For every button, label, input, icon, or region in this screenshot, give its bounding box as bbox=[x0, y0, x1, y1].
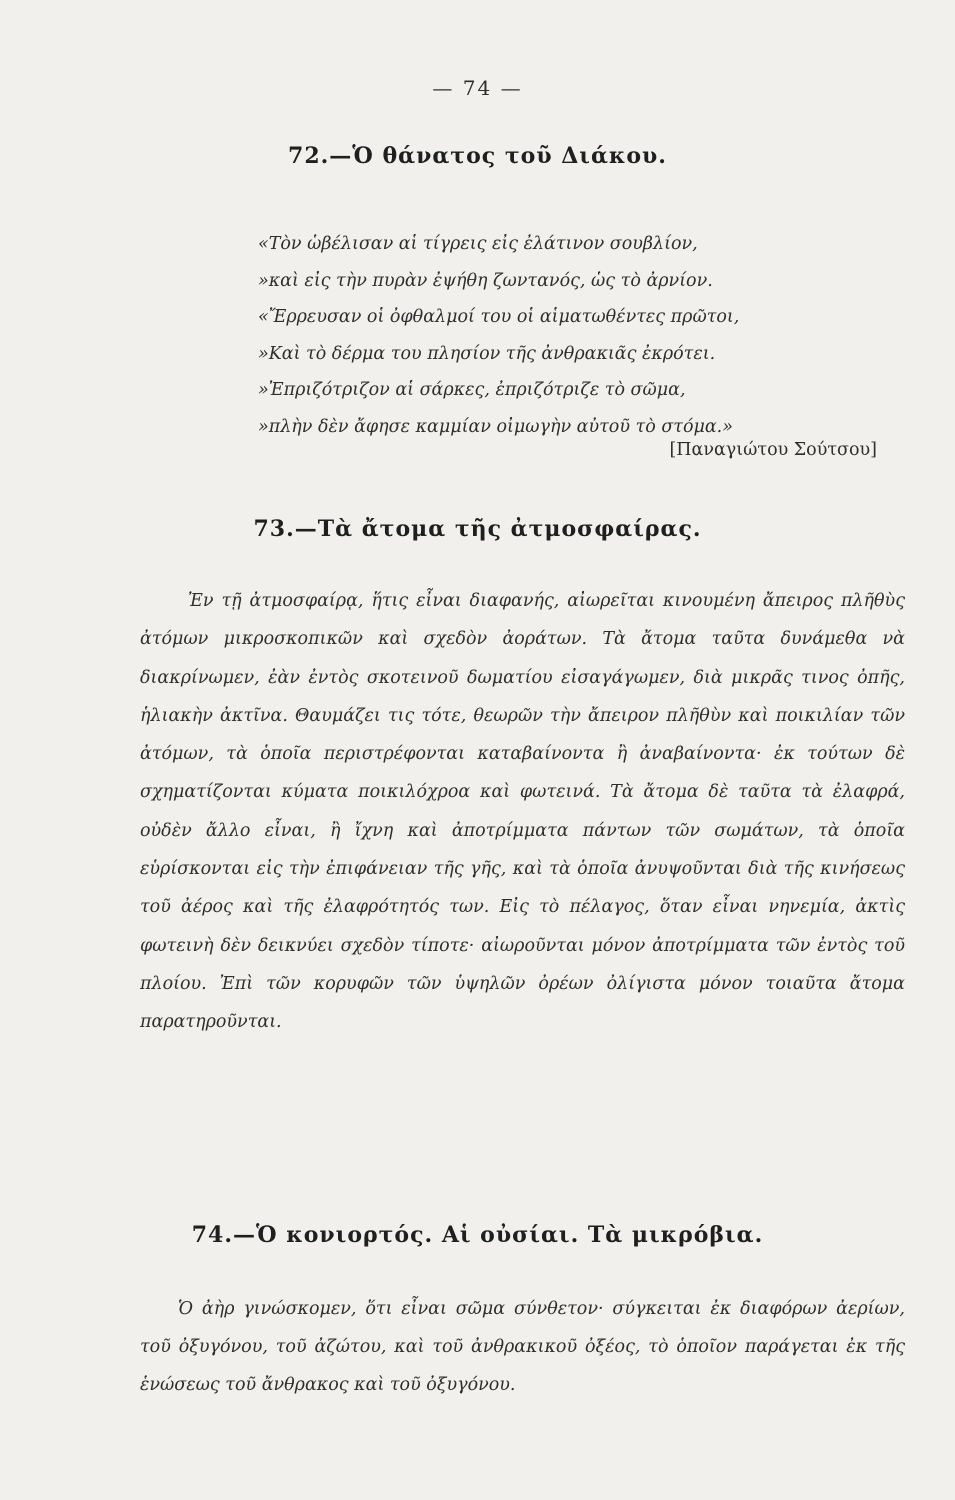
section-heading-74: 74.—Ὁ κονιορτός. Αἱ οὐσίαι. Τὰ μικρόβια. bbox=[191, 1222, 764, 1248]
poem-line: «Τὸν ὡβέλισαν αἱ τίγρεις εἰς ἐλάτινον σουβλίον, bbox=[258, 234, 698, 254]
poem-line: »καὶ εἰς τὴν πυρὰν ἐψήθη ζωντανός, ὡς τὸ ἀρνίον. bbox=[258, 270, 713, 291]
poem-line: »πλὴν δὲν ἄφησε καμμίαν οἰμωγὴν αὐτοῦ τὸ στόμα.» bbox=[258, 416, 733, 437]
section-heading-73: 73.—Τὰ ἄτομα τῆς ἀτμοσφαίρας. bbox=[253, 516, 702, 542]
paragraph-dust: Ὁ ἀὴρ γινώσκομεν, ὅτι εἶναι σῶμα σύνθετον· σύγκειται ἐκ διαφόρων ἀερίων, τοῦ ὀξυγόνου, τοῦ ἀζώτου, καὶ τοῦ ἀνθρακικοῦ ὀξέος, τὸ ὁποῖον παράγεται ἐκ τῆς ἑνώσεως τοῦ ἄνθρακος καὶ τοῦ ὀξυγόνου. bbox=[140, 1299, 905, 1395]
poem-attribution: [Παναγιώτου Σούτσου] bbox=[669, 440, 877, 460]
page-number: — 74 — bbox=[432, 76, 523, 100]
poem-line: «Ἔρρευσαν οἱ ὀφθαλμοί του οἱ αἱματωθέντες πρῶτοι, bbox=[258, 307, 740, 327]
section-heading-72: 72.—Ὁ θάνατος τοῦ Διάκου. bbox=[288, 143, 667, 169]
paragraph-atmosphere: Ἐν τῇ ἀτμοσφαίρᾳ, ἥτις εἶναι διαφανής, αἰωρεῖται κινουμένη ἄπειρος πλῆθὺς ἀτόμων μικροσκοπικῶν καὶ σχεδὸν ἀοράτων. Τὰ ἄτομα ταῦτα δυνάμεθα νὰ διακρίνωμεν, ἐὰν ἐντὸς σκοτεινοῦ δωματίου εἰσαγάγωμεν, διὰ μικρᾶς τινος ὀπῆς, ἡλιακὴν ἀκτῖνα. Θαυμάζει τις τότε, θεωρῶν τὴν ἄπειρον πλῆθὺν καὶ ποικιλίαν τῶν ἀτόμων, τὰ ὁποῖα περιστρέφονται καταβαίνοντα ἢ ἀναβαίνοντα· ἐκ τούτων δὲ σχηματίζονται κύματα ποικιλόχροα καὶ φωτεινά. Τὰ ἄτομα δὲ ταῦτα τὰ ἐλαφρά, οὐδὲν ἄλλο εἶναι, ἢ ἴχνη καὶ ἀποτρίμματα πάντων τῶν σωμάτων, τὰ ὁποῖα εὑρίσκονται εἰς τὴν ἐπιφάνειαν τῆς γῆς, καὶ τὰ ὁποῖα ἀνυψοῦνται διὰ τῆς κινήσεως τοῦ ἀέρος καὶ τῆς ἐλαφρότητός των. Εἰς τὸ πέλαγος, ὅταν εἶναι νηνεμία, ἀκτὶς φωτεινὴ δὲν δεικνύει σχεδὸν τίποτε· αἰωροῦνται μόνον ἀποτρίμματα τῶν ἐντὸς τοῦ πλοίου. Ἐπὶ τῶν κορυφῶν τῶν ὑψηλῶν ὀρέων ὀλίγιστα μόνον τοιαῦτα ἄτομα παρατηροῦνται. bbox=[140, 591, 905, 1033]
poem bbox=[258, 226, 739, 445]
poem-line: »Καὶ τὸ δέρμα του πλησίον τῆς ἀνθρακιᾶς ἐκρότει. bbox=[258, 343, 716, 364]
poem-line: »Ἐπριζότριζον αἱ σάρκες, ἐπριζότριζε τὸ σῶμα, bbox=[258, 380, 686, 400]
